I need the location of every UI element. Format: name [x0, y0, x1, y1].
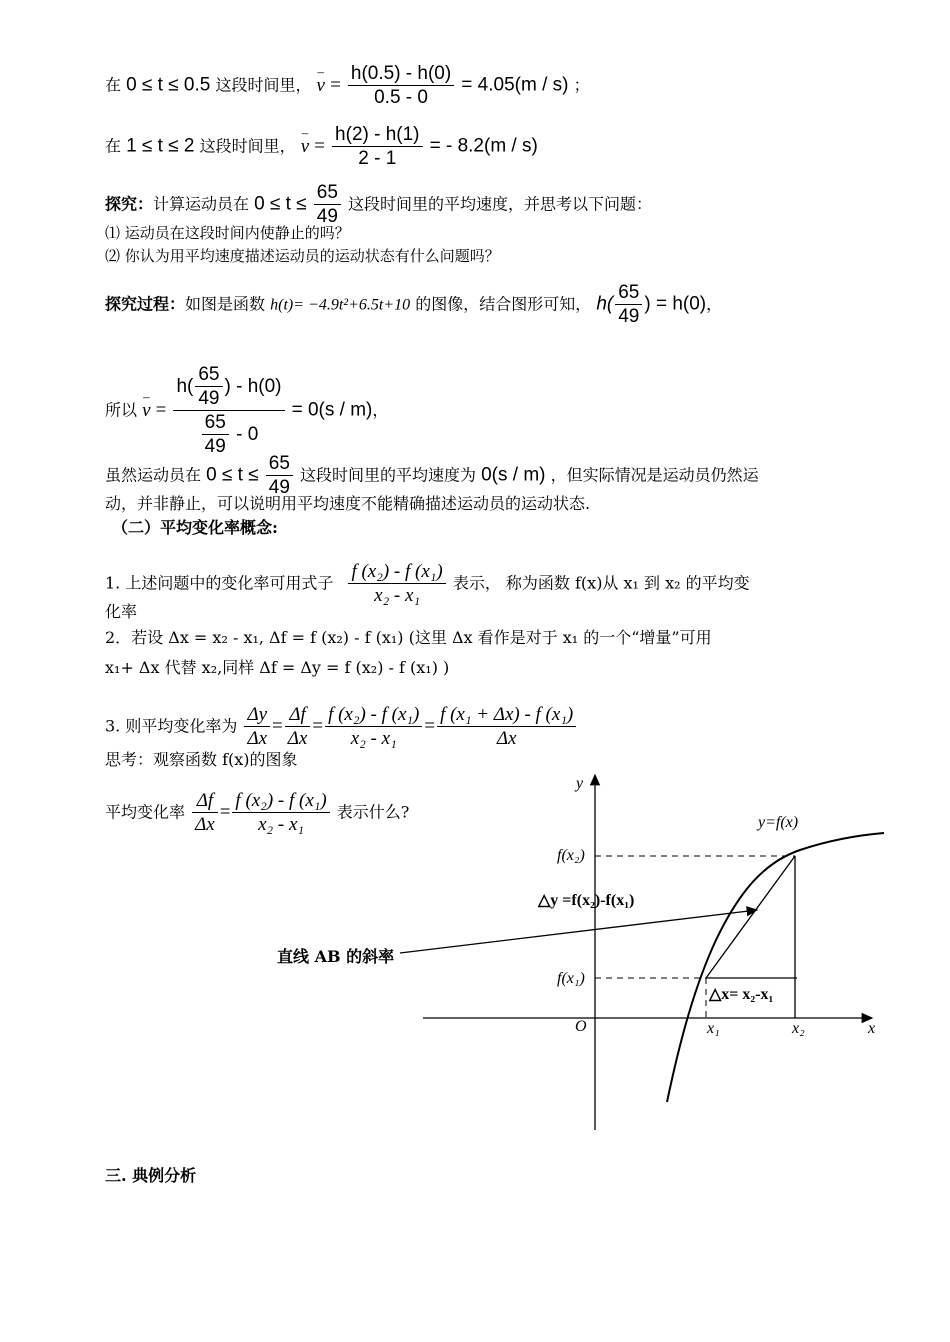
- secant-ab: [706, 856, 795, 978]
- range: 0 ≤ t ≤: [254, 193, 307, 215]
- text: 平均变化率: [105, 802, 186, 822]
- concept-1-line-2: 化率: [105, 602, 138, 621]
- v-bar: – v: [301, 136, 309, 157]
- fraction: $\frac{65}{49}$: [615, 283, 642, 327]
- v-bar: – v: [317, 75, 325, 96]
- question-1: ⑴ 运动员在这段时间内使静止的吗？: [105, 224, 350, 242]
- slope-arrow: [400, 910, 757, 953]
- value: 0(s / m): [481, 464, 546, 486]
- x-axis-label: x: [868, 1020, 876, 1037]
- ab-slope-label: 直线 AB 的斜率: [277, 947, 395, 966]
- fraction: $\frac{65}{49}$: [266, 454, 293, 498]
- fraction: $\frac{65}{49}$: [314, 183, 341, 227]
- fraction: $\frac{\text{f (x₂) - f (x₁)}}{\text{x₂ - x₁}}$: [348, 562, 445, 606]
- text: 计算运动员在: [153, 194, 250, 214]
- big-fraction: h( $\frac{65}{49}$ ) - h(0) $\frac{65}{49}$ - 0: [173, 365, 284, 457]
- text: 这段时间里，: [199, 136, 296, 156]
- text: 这段时间里的平均速度为: [299, 465, 476, 485]
- fraction: $\frac{\Delta f}{\Delta x}$: [192, 791, 218, 835]
- text: 所以: [105, 400, 138, 420]
- text: 1. 上述问题中的变化率可用式子: [105, 573, 334, 593]
- result: = 4.05(m / s): [461, 74, 569, 96]
- h: h(: [596, 293, 614, 315]
- result: = - 8.2(m / s): [429, 135, 538, 157]
- fraction: $\frac{\Delta f}{\Delta x}$: [285, 705, 311, 749]
- explore-label: 探究：: [105, 194, 154, 214]
- text: 虽然运动员在: [105, 465, 202, 485]
- text: 这段时间里的平均速度，并思考以下问题：: [348, 194, 653, 214]
- x2-label: x₂: [792, 1020, 805, 1037]
- range: 1 ≤ t ≤ 2: [126, 135, 195, 157]
- range: 0 ≤ t ≤ 0.5: [126, 74, 211, 96]
- punct: ，: [706, 294, 723, 314]
- concept-3: 3. 则平均变化率为 $\frac{\Delta y}{\Delta x}$ = $\frac{\Delta f}{\Delta x}$ = $\frac{\text{f (x₂) - f (x₁)}}{\text{x₂ - x₁}}$ = $\frac{\text{f (x₁ + Δx) - f (x₁)}}{\Delta x}$: [105, 705, 578, 749]
- avg-velocity-line-1: 在 0 ≤ t ≤ 0.5 这段时间里， – v = $\frac{h(0.5) - h(0)}{0.5 - 0}$ = 4.05(m / s) ；: [105, 64, 590, 108]
- x1-label: x₁: [707, 1020, 720, 1037]
- function: h(t)= −4.9t²+6.5t+10: [270, 296, 411, 314]
- fraction: $\frac{\text{f (x₂) - f (x₁)}}{\text{x₂ - x₁}}$: [232, 791, 329, 835]
- text: 这段时间里，: [215, 75, 312, 95]
- punct: ；: [573, 75, 590, 95]
- curve-label: y=f(x): [758, 814, 799, 831]
- process-label: 探究过程：: [105, 294, 186, 314]
- delta-y-label: △y =f(x₂)-f(x₁): [538, 892, 635, 909]
- section-3-title: 三. 典例分析: [105, 1166, 197, 1185]
- fraction: $\frac{\Delta y}{\Delta x}$: [244, 705, 270, 749]
- though-line-2: 动，并非静止，可以说明用平均速度不能精确描述运动员的运动状态.: [105, 494, 591, 513]
- text: 表示， 称为函数 f(x)从 x₁ 到 x₂ 的平均变: [452, 573, 750, 593]
- delta-x-label: △x= x₂-x₁: [709, 986, 774, 1003]
- punct: ，: [372, 400, 389, 420]
- concept-2: 2．若设 Δx = x₂ - x₁, Δf = f (x₂) - f (x₁) (这里 Δx 看作是对于 x₁ 的一个“增量”可用: [105, 628, 712, 647]
- text: 如图是函数: [185, 294, 266, 314]
- concept-2-line-2: x₁+ Δx 代替 x₂,同样 Δf = Δy = f (x₂) - f (x₁) ): [105, 658, 450, 677]
- avg-velocity-line-2: 在 1 ≤ t ≤ 2 这段时间里， – v = $\frac{h(2) - h(1)}{2 - 1}$ = - 8.2(m / s): [105, 125, 538, 169]
- think-line: 思考：观察函数 f(x)的图象: [105, 750, 298, 769]
- text: 在: [105, 136, 122, 156]
- text: 表示什么?: [336, 802, 410, 822]
- origin-label: O: [575, 1018, 587, 1035]
- fraction: $\frac{\text{f (x₂) - f (x₁)}}{\text{x₂ - x₁}}$: [325, 705, 422, 749]
- text: 在: [105, 75, 122, 95]
- so-line: 所以 – v = h( $\frac{65}{49}$ ) - h(0) $\frac{65}{49}$ - 0 = 0(s / m)，: [105, 365, 388, 457]
- fraction: $\frac{h(2) - h(1)}{2 - 1}$: [332, 125, 422, 169]
- think-line-2: 平均变化率 $\frac{\Delta f}{\Delta x}$ = $\frac{\text{f (x₂) - f (x₁)}}{\text{x₂ - x₁}}$ 表示什么?: [105, 790, 410, 835]
- result: = 0(s / m): [291, 399, 373, 421]
- question-2: ⑵ 你认为用平均速度描述运动员的运动状态有什么问题吗？: [105, 247, 500, 265]
- fraction: $\frac{h(0.5) - h(0)}{0.5 - 0}$: [348, 64, 454, 108]
- curve: [667, 833, 884, 1102]
- fx2-label: f(x₂): [557, 847, 585, 864]
- eq: ) = h(0): [644, 293, 707, 315]
- y-axis-label: y: [576, 775, 584, 792]
- fraction: $\frac{\text{f (x₁ + Δx) - f (x₁)}}{\Delta x}$: [437, 705, 576, 749]
- v-bar: – v: [142, 400, 150, 421]
- range: 0 ≤ t ≤: [206, 464, 259, 486]
- text: 的图像，结合图形可知，: [415, 294, 592, 314]
- section-2-title: （二）平均变化率概念:: [112, 518, 278, 537]
- text: ，但实际情况是运动员仍然运: [550, 465, 759, 485]
- fx1-label: f(x₁): [557, 970, 585, 987]
- text: 3. 则平均变化率为: [105, 716, 238, 736]
